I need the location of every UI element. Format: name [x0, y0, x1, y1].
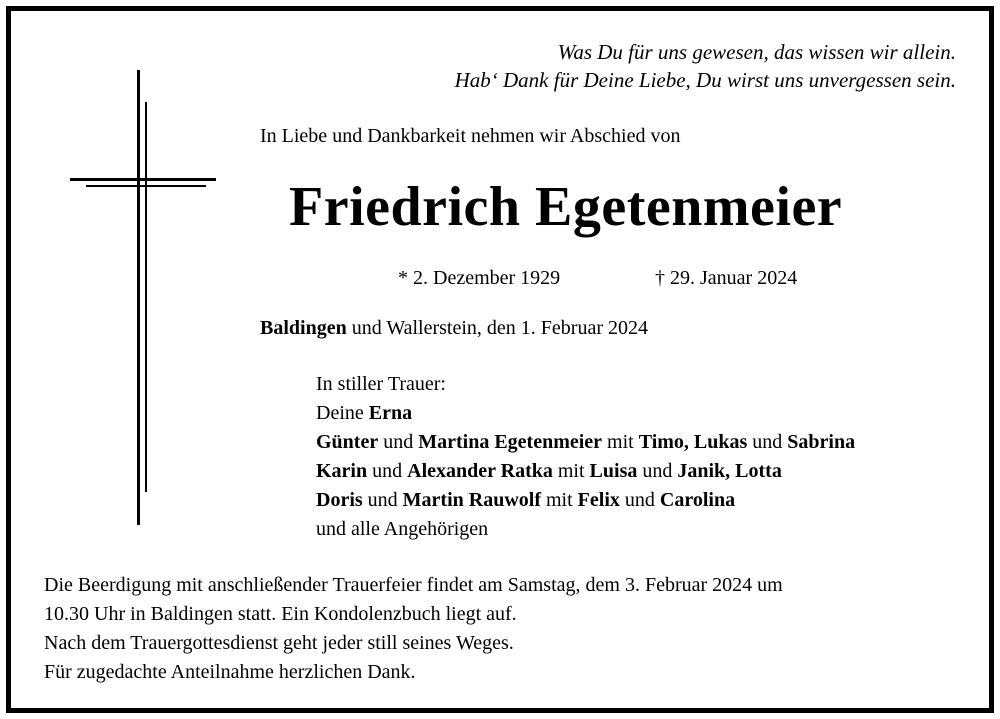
death-date: † 29. Januar 2024 — [655, 267, 798, 289]
place-date: Baldingen und Wallerstein, den 1. Februar 2024 — [260, 317, 648, 339]
deceased-name: Friedrich Egetenmeier — [289, 176, 843, 238]
mourner-line: und alle Angehörigen — [316, 518, 489, 540]
birth-date: * 2. Dezember 1929 — [398, 267, 561, 289]
mourner-line: Günter und Martina Egetenmeier mit Timo, Lukas und Sabrina — [316, 431, 856, 453]
funeral-info-line: Nach dem Trauergottesdienst geht jeder still seines Weges. — [44, 632, 514, 654]
funeral-info-line: Die Beerdigung mit anschließender Trauerfeier findet am Samstag, dem 3. Februar 2024 um — [44, 574, 783, 596]
quote-line-1: Was Du für uns gewesen, das wissen wir allein. — [557, 40, 956, 64]
funeral-info-line: 10.30 Uhr in Baldingen statt. Ein Kondolenzbuch liegt auf. — [44, 603, 517, 625]
mourner-line: Deine Erna — [316, 402, 413, 424]
intro-text: In Liebe und Dankbarkeit nehmen wir Abschied von — [260, 125, 681, 147]
mourner-line: Doris und Martin Rauwolf mit Felix und Carolina — [316, 489, 736, 511]
mourner-line: Karin und Alexander Ratka mit Luisa und Janik, Lotta — [316, 460, 782, 482]
quote-line-2: Hab‘ Dank für Deine Liebe, Du wirst uns unvergessen sein. — [454, 68, 956, 92]
mourners-heading: In stiller Trauer: — [316, 373, 446, 395]
funeral-info-line: Für zugedachte Anteilnahme herzlichen Dank. — [44, 661, 416, 683]
